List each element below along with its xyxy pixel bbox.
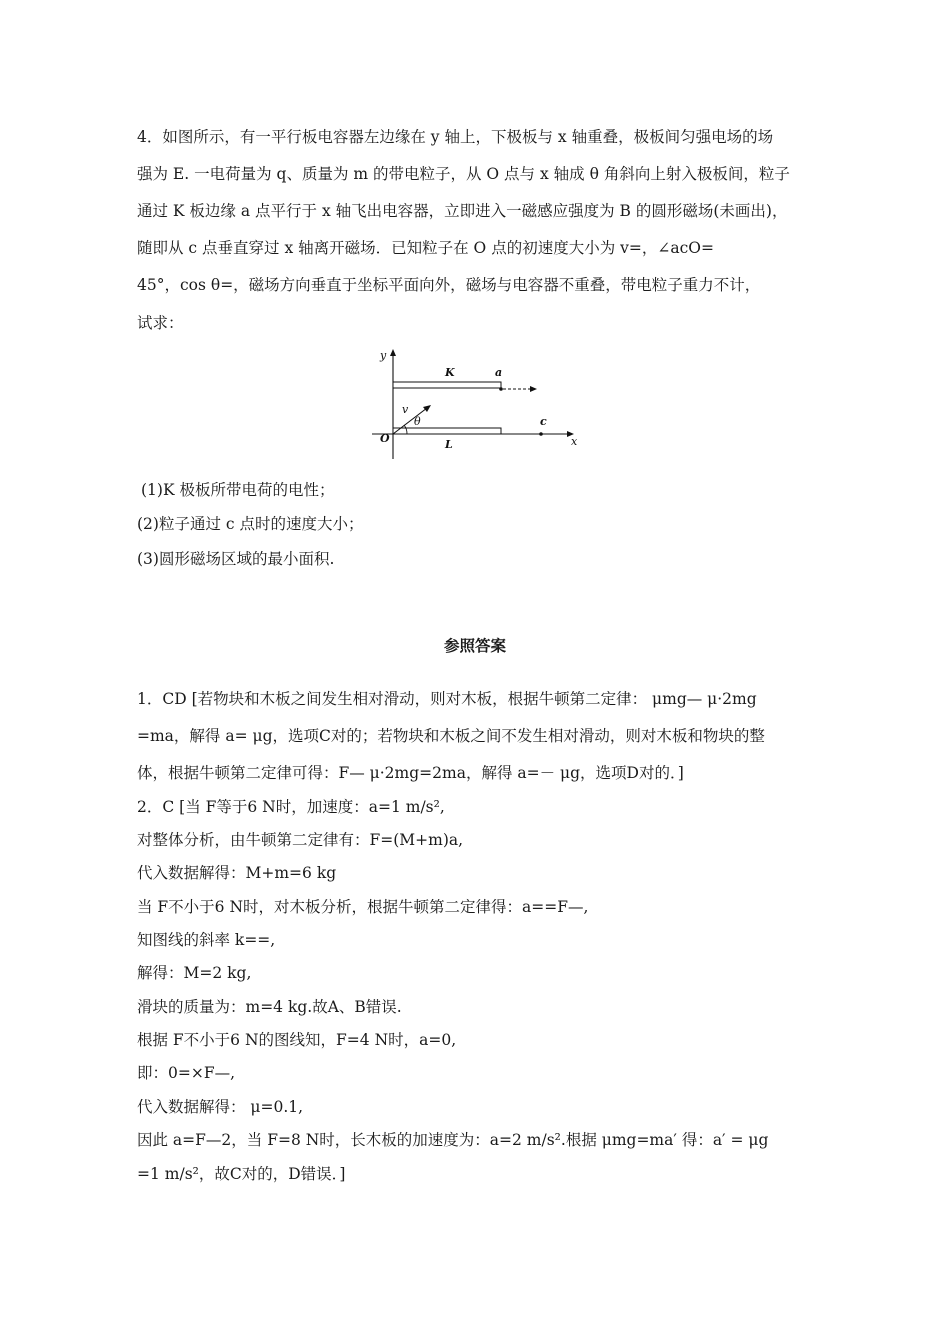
angle-label: θ — [414, 415, 421, 428]
plate-k-label: K — [445, 366, 455, 379]
answer-line: =1 m/s²，故C对的，D错误．] — [137, 1165, 346, 1183]
question-line: 4．如图所示，有一平行板电容器左边缘在 y 轴上，下极板与 x 轴重叠，极板间匀强电场的场 — [137, 128, 774, 146]
point-c — [539, 432, 543, 436]
point-a — [499, 387, 503, 391]
velocity-arrow — [423, 405, 431, 412]
answer-line: 因此 a=F—2，当 F=8 N时，长木板的加速度为：a=2 m/s².根据 μmg=ma′ 得：a′ = μg — [137, 1131, 769, 1149]
answer-line: 1．CD [若物块和木板之间发生相对滑动，则对木板，根据牛顿第二定律： μmg— μ·2mg — [137, 690, 757, 708]
answer-line: 滑块的质量为：m=4 kg.故A、B错误. — [137, 998, 402, 1016]
question-line: 通过 K 板边缘 a 点平行于 x 轴飞出电容器，立即进入一磁感应强度为 B 的圆形磁场(未画出)， — [137, 202, 788, 220]
answer-line: 解得：M=2 kg, — [137, 964, 252, 982]
answer-line: 2．C [当 F等于6 N时，加速度：a=1 m/s², — [137, 798, 445, 816]
question-line: 45°，cos θ=，磁场方向垂直于坐标平面向外，磁场与电容器不重叠，带电粒子重力不计， — [137, 276, 761, 294]
exit-arrow — [530, 386, 537, 392]
answer-line: 当 F不小于6 N时，对木板分析，根据牛顿第二定律得：a==F—, — [137, 898, 589, 916]
answer-line: 知图线的斜率 k==, — [137, 931, 276, 949]
question-line: 试求： — [137, 314, 184, 332]
origin-label: O — [380, 432, 390, 445]
point-a-label: a — [495, 366, 503, 379]
answer-line: 对整体分析，由牛顿第二定律有：F=(M+m)a, — [137, 831, 464, 849]
x-axis-label: x — [571, 435, 578, 448]
answer-line: 即：0=×F—, — [137, 1064, 236, 1082]
answer-line: 代入数据解得： μ=0.1, — [137, 1098, 304, 1116]
answer-line: 体，根据牛顿第二定律可得：F— μ·2mg=2ma，解得 a=－ μg，选项D对的．] — [137, 764, 684, 782]
answers-heading: 参照答案 — [443, 637, 506, 655]
velocity-label: v — [402, 403, 409, 416]
point-c-label: c — [540, 415, 547, 428]
capacitor-diagram — [360, 345, 590, 463]
sub-question-2: (2)粒子通过 c 点时的速度大小； — [137, 515, 364, 533]
y-axis-label: y — [380, 349, 387, 362]
question-line: 随即从 c 点垂直穿过 x 轴离开磁场．已知粒子在 O 点的初速度大小为 v=，∠acO= — [137, 239, 714, 257]
plate-k — [393, 382, 501, 388]
answer-line: 根据 F不小于6 N的图线知，F=4 N时，a=0, — [137, 1031, 457, 1049]
plate-l — [393, 428, 501, 434]
answer-line: =ma，解得 a= μg，选项C对的；若物块和木板之间不发生相对滑动，则对木板和物块的整 — [137, 727, 765, 745]
sub-question-3: (3)圆形磁场区域的最小面积. — [137, 550, 335, 568]
sub-question-1: (1)K 极板所带电荷的电性； — [141, 481, 335, 499]
plate-l-label: L — [445, 438, 453, 451]
question-line: 强为 E. 一电荷量为 q、质量为 m 的带电粒子，从 O 点与 x 轴成 θ 角斜向上射入极板间，粒子 — [137, 165, 790, 183]
y-axis-arrow — [390, 349, 396, 356]
answer-line: 代入数据解得：M+m=6 kg — [137, 864, 337, 882]
